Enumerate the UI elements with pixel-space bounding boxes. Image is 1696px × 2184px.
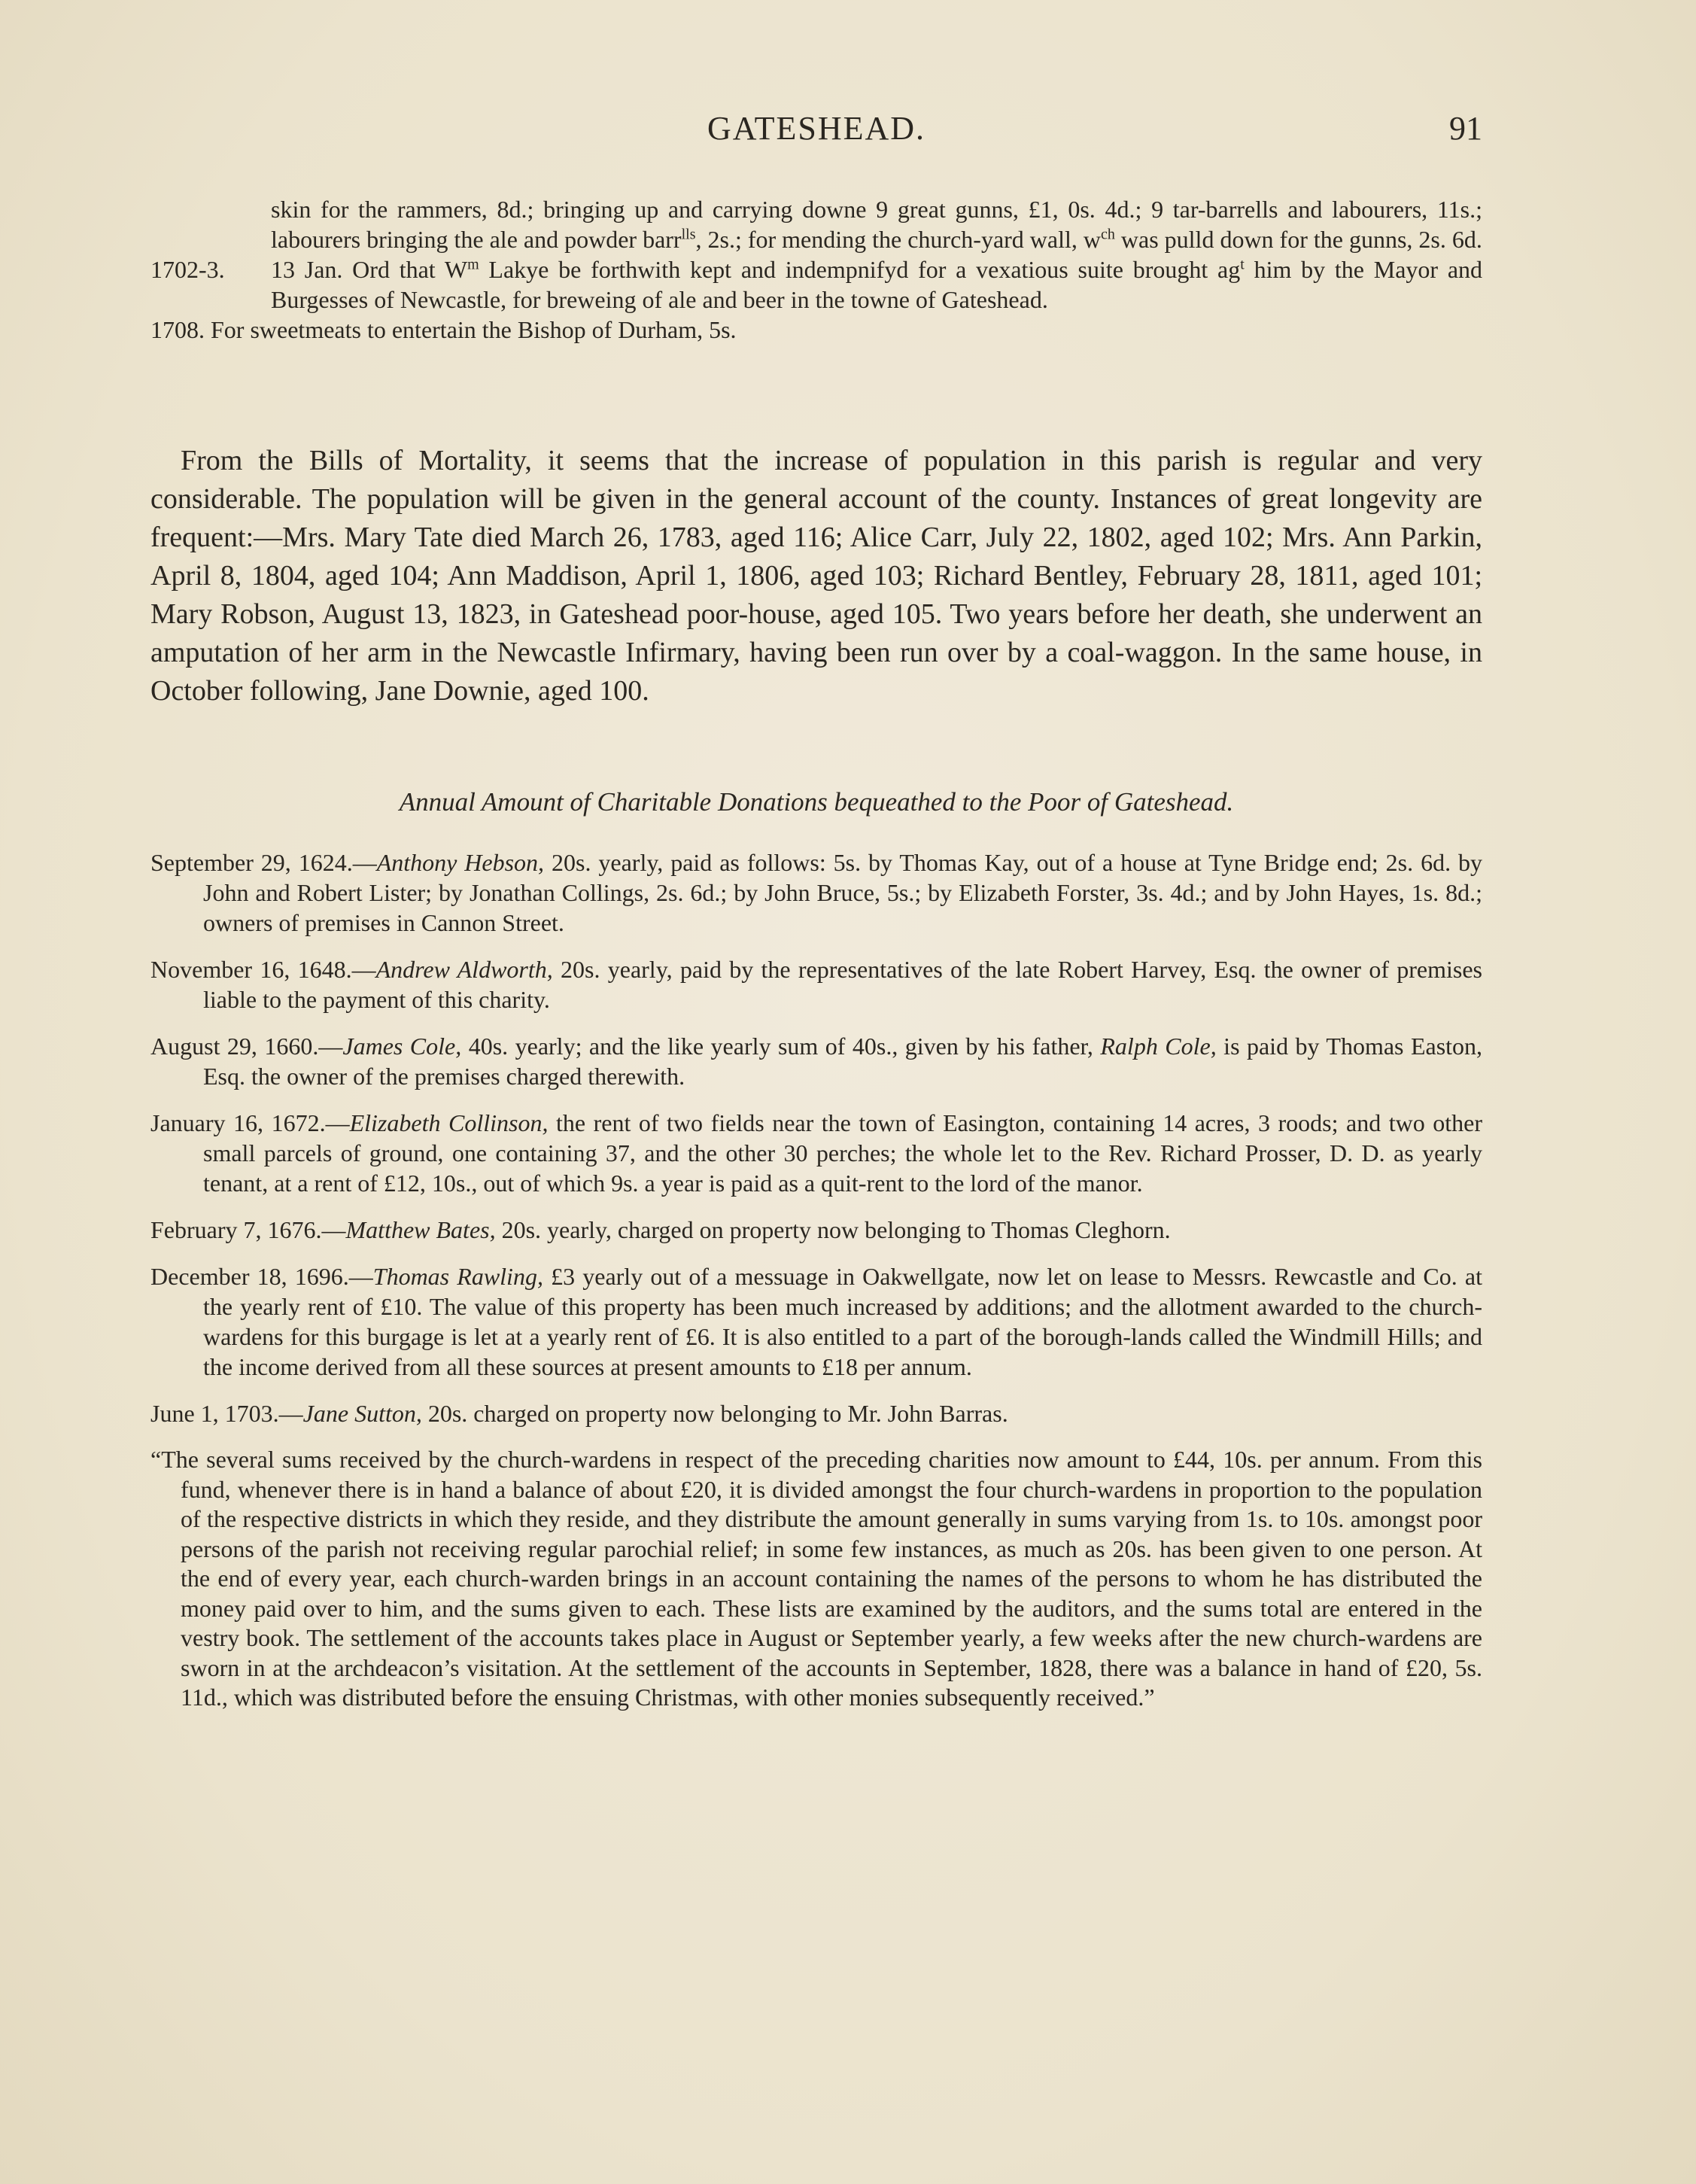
donation-entry	[150, 954, 1482, 1014]
accounts-continuation	[150, 194, 1482, 254]
donor-name: Matthew Bates,	[345, 1216, 496, 1243]
donor-name: Elizabeth Collinson,	[349, 1109, 549, 1136]
page-number: 91	[1449, 110, 1482, 147]
mortality-section	[150, 442, 1482, 710]
donation-date: November 16, 1648.—	[150, 956, 376, 983]
donation-text: 40s. yearly; and the like yearly sum of 40s., given by his father,	[461, 1033, 1101, 1060]
donation-date: August 29, 1660.—	[150, 1033, 343, 1060]
donation-text: 20s. yearly, paid by the representatives of the late Robert Harvey, Esq. the owner of premises liable to the payment of this charity.	[203, 956, 1483, 1013]
continuation-text-1: skin for the rammers, 8d.; bringing up and carrying downe 9 great gunns, £1, 0s. 4d.; 9 tar-barrells and labourers, 11s.; labourers bringing the ale and powder barr	[271, 196, 1482, 253]
page-header	[150, 109, 1482, 162]
quotation-paragraph: “The several sums received by the church-wardens in respect of the preceding charities now amount to £44, 10s. per annum. From this fund, whenever there is in hand a balance of about £20, it is divided amongst the four church-wardens in proportion to the population of the respective districts in which they reside, and they distribute the amount generally in sums varying from 1s. to 10s. amongst poor persons of the parish not receiving regular parochial relief; in some few instances, as much as 20s. has been given to one person. At the end of every year, each church-warden brings in an account containing the names of the persons to whom he has distributed the money paid over to him, and the sums given to each. These lists are examined by the auditors, and the sums total are entered in the vestry book. The settlement of the accounts takes place in August or September yearly, a few weeks after the new church-wardens are sworn in at the archdeacon’s visitation. At the settlement of the accounts in September, 1828, there was a balance in hand of £20, 5s. 11d., which was distributed before the ensuing Christmas, with other monies subsequently received.”	[150, 1446, 1482, 1711]
donation-text: £3 yearly out of a messuage in Oakwellgate, now let on lease to Messrs. Rewcastle and Co. at the yearly rent of £10. The value of this property has been much increased by additions; and the allotment awarded to the church-wardens for this burgage is let at a yearly rent of £6. It is also entitled to a part of the borough-lands called the Windmill Hills; and the income derived from all these sources at present amounts to £18 per annum.	[203, 1263, 1483, 1380]
continuation-text-2: , 2s.; for mending the church-yard wall, w	[695, 226, 1101, 253]
donation-date: January 16, 1672.—	[150, 1109, 350, 1136]
donor-name-secondary: Ralph Cole,	[1100, 1033, 1217, 1060]
donation-entry	[150, 1108, 1482, 1198]
donation-text: 20s. charged on property now belonging to Mr. John Barras.	[421, 1400, 1008, 1427]
entry-1702-text-3: him by the Mayor and Burgesses of Newcastle, for breweing of ale and beer in the towne of Gateshead.	[271, 256, 1483, 313]
donation-text: 20s. yearly, charged on property now belonging to Thomas Cleghorn.	[495, 1216, 1171, 1243]
entry-1702-sup-1: m	[467, 256, 479, 273]
accounts-extract	[150, 194, 1482, 345]
entry-year: 1708.	[150, 316, 205, 343]
donations-list	[150, 847, 1482, 1713]
mortality-paragraph: From the Bills of Mortality, it seems that the increase of population in this parish is regular and very considerable. The population will be given in the general account of the county. Instances of great longevity are frequent:—Mrs. Mary Tate died March 26, 1783, aged 116; Alice Carr, July 22, 1802, aged 102; Mrs. Ann Parkin, April 8, 1804, aged 104; Ann Maddison, April 1, 1806, aged 103; Richard Bentley, February 28, 1811, aged 101; Mary Robson, August 13, 1823, in Gateshead poor-house, aged 105. Two years before her death, she underwent an amputation of her arm in the Newcastle Infirmary, having been run over by a coal-waggon. In the same house, in October following, Jane Downie, aged 100.	[150, 445, 1482, 707]
donation-entry	[150, 1398, 1482, 1428]
continuation-text-3: was pulld down for the gunns, 2s. 6d.	[1114, 226, 1482, 253]
donor-name: Thomas Rawling,	[372, 1263, 543, 1290]
donation-entry	[150, 1215, 1482, 1245]
running-title: GATESHEAD.	[707, 110, 926, 147]
donation-entry	[150, 847, 1482, 938]
entry-1702-text-2: Lakye be forthwith kept and indempnifyd for a vexatious suite brought ag	[479, 256, 1241, 283]
donations-heading: Annual Amount of Charitable Donations bequeathed to the Poor of Gateshead.	[399, 787, 1234, 817]
entry-1708-text: For sweetmeats to entertain the Bishop of Durham, 5s.	[211, 316, 737, 343]
donation-text: 20s. yearly, paid as follows: 5s. by Thomas Kay, out of a house at Tyne Bridge end; 2s. 6d. by John and Robert Lister; by Jonathan Collings, 2s. 6d.; by John Bruce, 5s.; by Elizabeth Forster, 3s. 4d.; and by John Hayes, 1s. 8d.; owners of premises in Cannon Street.	[203, 849, 1483, 936]
donation-entry	[150, 1261, 1482, 1382]
donation-date: February 7, 1676.—	[150, 1216, 346, 1243]
donation-text: the rent of two fields near the town of Easington, containing 14 acres, 3 roods; and two other small parcels of ground, one containing 37, and the other 30 perches; the whole let to the Rev. Richard Prosser, D. D. as yearly tenant, at a rent of £12, 10s., out of which 9s. a year is paid as a quit-rent to the lord of the manor.	[203, 1109, 1483, 1197]
donation-text-secondary: is paid by Thomas Easton, Esq. the owner of the premises charged therewith.	[203, 1033, 1483, 1090]
donor-name: Jane Sutton,	[302, 1400, 422, 1427]
donation-date: June 1, 1703.—	[150, 1400, 303, 1427]
donation-date: December 18, 1696.—	[150, 1263, 373, 1290]
donation-date: September 29, 1624.—	[150, 849, 377, 876]
entry-1702-sup-2: t	[1240, 256, 1245, 273]
donor-name: James Cole,	[342, 1033, 462, 1060]
donation-entry	[150, 1031, 1482, 1091]
donor-name: Anthony Hebson,	[376, 849, 545, 876]
entry-1702-text-1: 13 Jan. Ord that W	[271, 256, 468, 283]
entry-year: 1702-3.	[150, 256, 225, 283]
continuation-sup-1: lls	[681, 226, 696, 243]
accounts-entry-1708	[150, 315, 1482, 345]
continuation-sup-2: ch	[1101, 226, 1115, 243]
accounts-entry-1702	[150, 254, 1482, 315]
donor-name: Andrew Aldworth,	[375, 956, 553, 983]
